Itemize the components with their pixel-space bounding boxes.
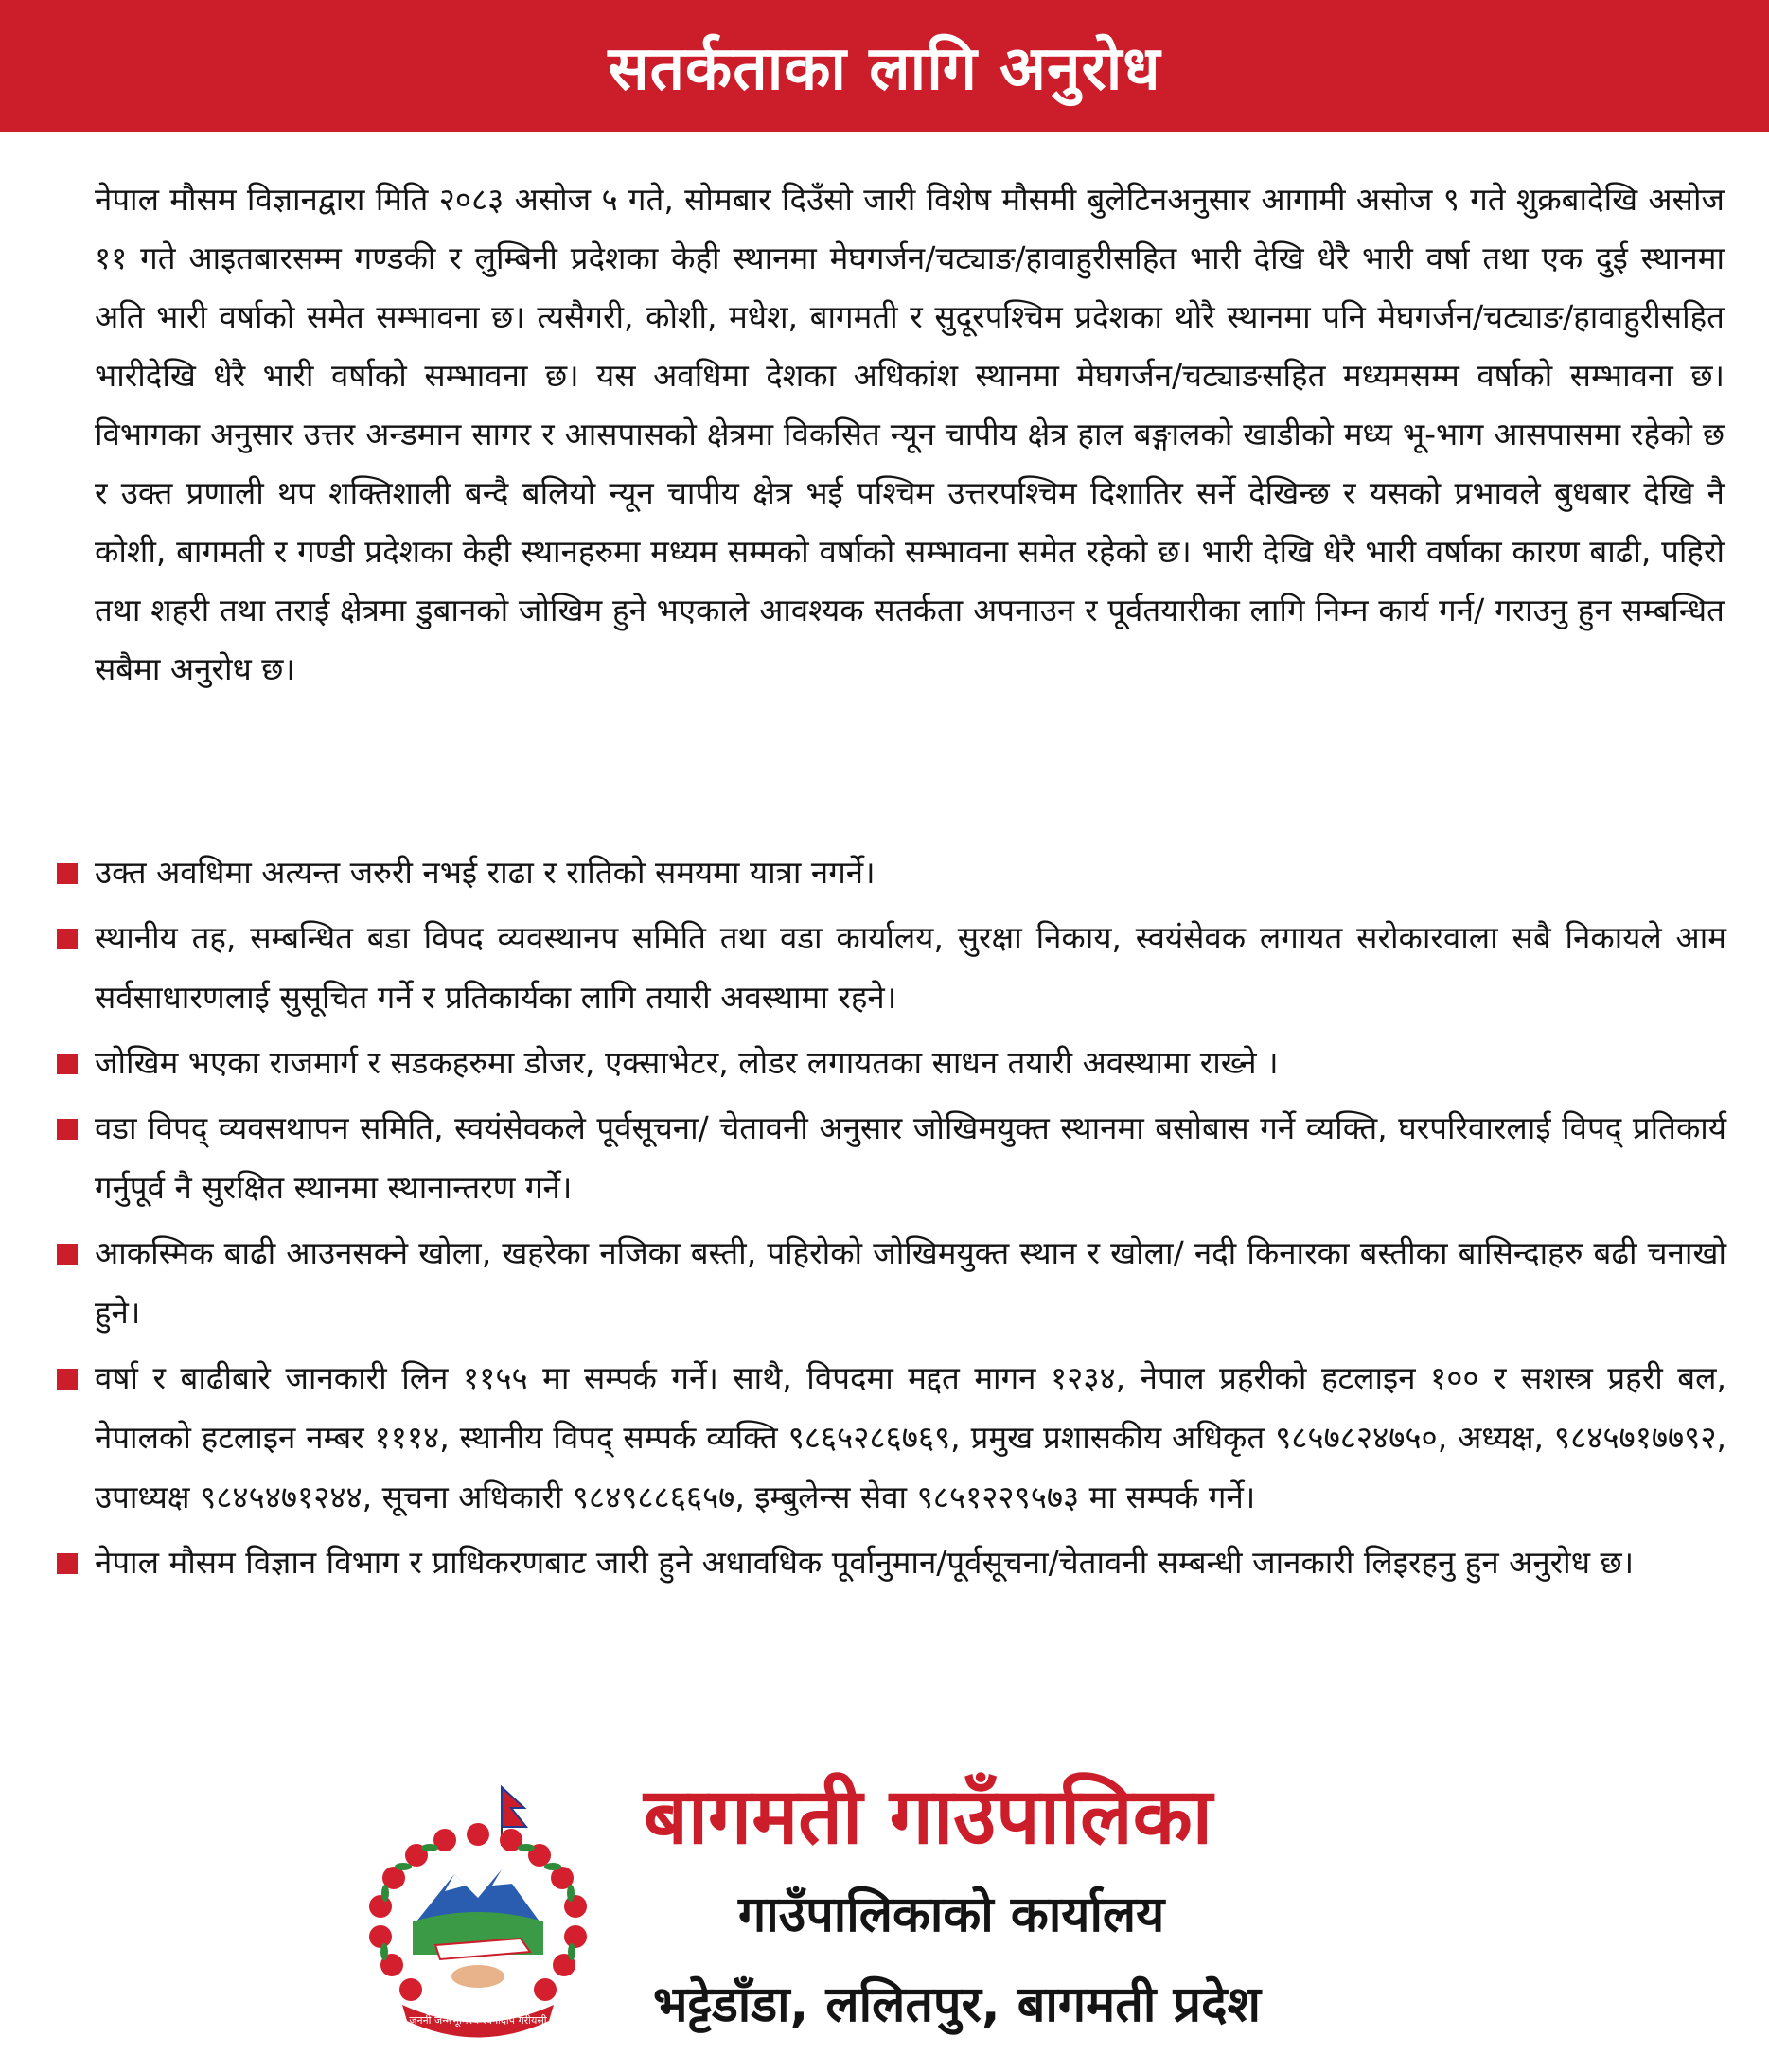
list-item — [55, 1098, 1726, 1217]
emblem-motto: जननी जन्मभूमिश्च स्वर्गादपि गरीयसी — [409, 2014, 547, 2027]
title-banner — [0, 0, 1769, 132]
office-name: गाउँपालिकाको कार्यालय — [738, 1886, 1165, 1943]
list-item — [55, 1033, 1726, 1092]
list-item-text: स्थानीय तह, सम्बन्धित बडा विपद व्यवस्थानप समिति तथा वडा कार्यालय, सुरक्षा निकाय, स्वयंसेवक लगायत सरोकारवाला सबै निकायले आम सर्वसाधारणलाई सुसूचित गर्ने र प्रतिकार्यका लागि तयारी अवस्थामा रहने। — [95, 919, 1726, 1016]
list-item — [55, 1532, 1726, 1592]
list-item-text: वडा विपद् व्यवसथापन समिति, स्वयंसेवकले पूर्वसूचना/ चेतावनी अनुसार जोखिमयुक्त स्थानमा बसोबास गर्ने व्यक्ति, घरपरिवारलाई विपद् प्रतिकार्य गर्नुपूर्व नै सुरक्षित स्थानमा स्थानान्तरण गर्ने। — [95, 1109, 1726, 1206]
intro-paragraph: नेपाल मौसम विज्ञानद्वारा मिति २०८३ असोज ५ गते, सोमबार दिउँसो जारी विशेष मौसमी बुलेटिनअनुसार आगामी असोज ९ गते शुक्रबादेखि असोज ११ गते आइतबारसम्म गण्डकी र लुम्बिनी प्रदेशका केही स्थानमा मेघगर्जन/चट्याङ/हावाहुरीसहित भारी देखि धेरै भारी वर्षा तथा एक दुई स्थानमा अति भारी वर्षाको समेत सम्भावना छ। त्यसैगरी, कोशी, मधेश, बागमती र सुदूरपश्चिम प्रदेशका थोरै स्थानमा पनि मेघगर्जन/चट्याङ/हावाहुरीसहित भारीदेखि धेरै भारी वर्षाको सम्भावना छ। यस अवधिमा देशका अधिकांश स्थानमा मेघगर्जन/चट्याङसहित मध्यमसम्म वर्षाको सम्भावना छ। विभागका अनुसार उत्तर अन्डमान सागर र आसपासको क्षेत्रमा विकसित न्यून चापीय क्षेत्र हाल बङ्गालको खाडीको मध्य भू-भाग आसपासमा रहेको छ र उक्त प्रणाली थप शक्तिशाली बन्दै बलियो न्यून चापीय क्षेत्र भई पश्चिम उत्तरपश्चिम दिशातिर सर्ने देखिन्छ र यसको प्रभावले बुधबार देखि नै कोशी, बागमती र गण्डी प्रदेशका केही स्थानहरुमा मध्यम सम्मको वर्षाको सम्भावना समेत रहेको छ। भारी देखि धेरै भारी वर्षाका कारण बाढी, पहिरो तथा शहरी तथा तराई क्षेत्रमा डुबानको जोखिम हुने भएकाले आवश्यक सतर्कता अपनाउन र पूर्वतयारीका लागि निम्न कार्य गर्न/ गराउनु हुन सम्बन्धित सबैमा अनुरोध छ। — [95, 181, 1725, 687]
list-item — [55, 908, 1726, 1027]
request-list — [55, 842, 1726, 1598]
bullet-square-icon — [57, 929, 78, 949]
bullet-square-icon — [57, 1244, 78, 1265]
bullet-square-icon — [57, 1054, 78, 1074]
list-item — [55, 842, 1726, 902]
bullet-square-icon — [57, 1553, 78, 1574]
list-item-text: जोखिम भएका राजमार्ग र सडकहरुमा डोजर, एक्साभेटर, लोडर लगायतका साधन तयारी अवस्थामा राख्ने । — [95, 1044, 1279, 1081]
bullet-square-icon — [57, 1119, 78, 1140]
organization-name: बागमती गाउँपालिका — [644, 1772, 1212, 1862]
bullet-square-icon — [57, 1369, 78, 1390]
office-address: भट्टेडाँडा, ललितपुर, बागमती प्रदेश — [653, 1976, 1262, 2033]
list-item-text: नेपाल मौसम विज्ञान विभाग र प्राधिकरणबाट जारी हुने अधावधिक पूर्वानुमान/पूर्वसूचना/चेतावनी सम्बन्धी जानकारी लिइरहनु हुन अनुरोध छ। — [95, 1544, 1635, 1581]
list-item-text: वर्षा र बाढीबारे जानकारी लिन ११५५ मा सम्पर्क गर्ने। साथै, विपदमा मद्दत मागन १२३४, नेपाल प्रहरीको हटलाइन १०० र सशस्त्र प्रहरी बल, नेपालको हटलाइन नम्बर १११४, स्थानीय विपद् सम्पर्क व्यक्ति ९८६५२८६७६९, प्रमुख प्रशासकीय अधिकृत ९८५७८२४७५०, अध्यक्ष, ९८४५७१७७९२, उपाध्यक्ष ९८४५४७१२४४, सूचना अधिकारी ९८४९८८६६५७, इम्बुलेन्स सेवा ९८५१२२९५७३ मा सम्पर्क गर्ने। — [95, 1359, 1726, 1515]
bullet-square-icon — [57, 863, 78, 884]
page-title: सतर्कताका लागि अनुरोध — [608, 34, 1161, 104]
list-item-text: आकस्मिक बाढी आउनसक्ने खोला, खहरेका नजिका बस्ती, पहिरोको जोखिमयुक्त स्थान र खोला/ नदी किनारका बस्तीका बासिन्दाहरु बढी चनाखो हुने। — [95, 1234, 1726, 1331]
list-item-text: उक्त अवधिमा अत्यन्त जरुरी नभई राढा र रातिको समयमा यात्रा नगर्ने। — [95, 854, 876, 891]
list-item — [55, 1223, 1726, 1342]
nepal-emblem-icon — [350, 1780, 606, 2040]
list-item — [55, 1348, 1726, 1527]
